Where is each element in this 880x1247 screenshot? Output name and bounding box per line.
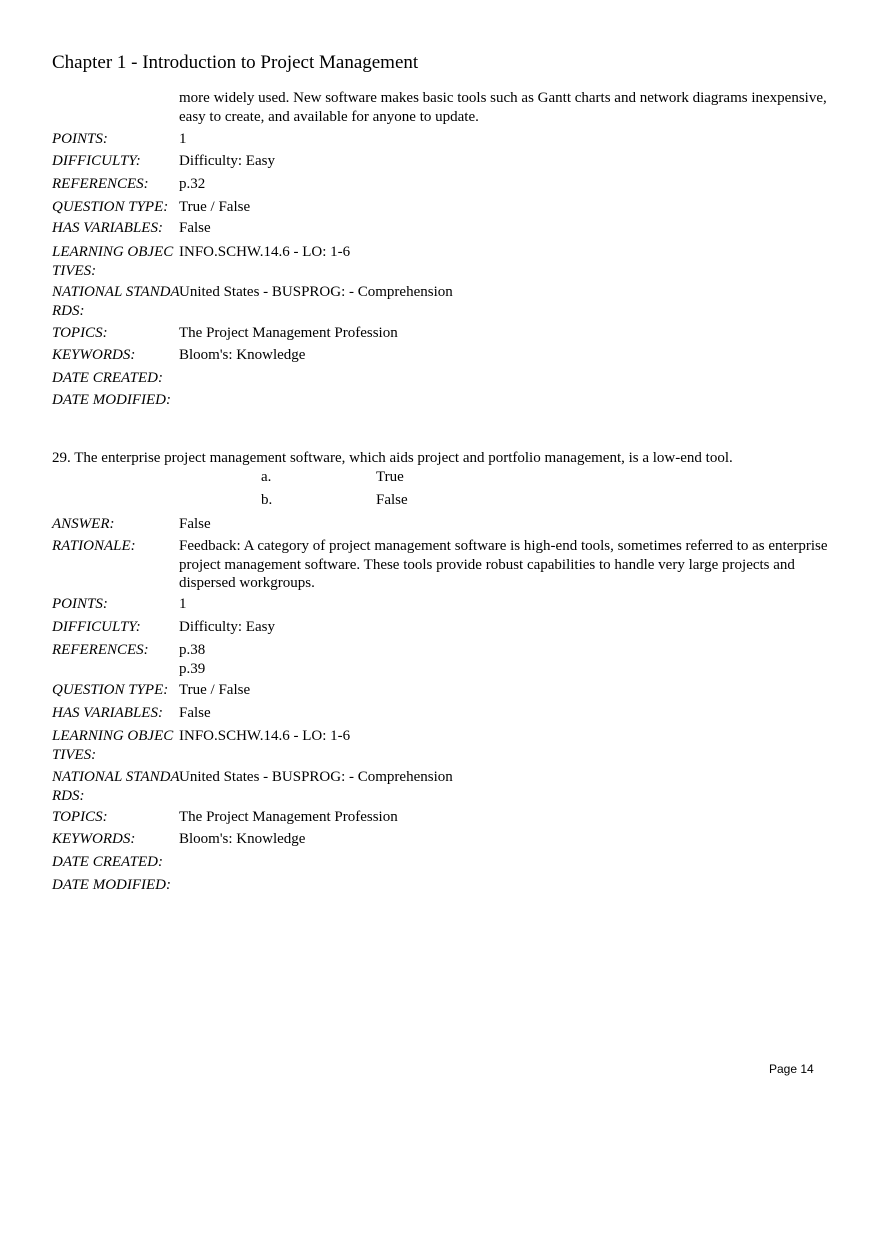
- field-label: LEARNING OBJECTIVES:: [52, 728, 174, 763]
- field-value: False: [179, 516, 211, 532]
- field-label: HAS VARIABLES:: [52, 705, 163, 721]
- field-label: NATIONAL STANDARDS:: [52, 769, 180, 804]
- field-value: True / False: [179, 682, 251, 698]
- field-value: INFO.SCHW.14.6 - LO: 1-6: [179, 728, 351, 744]
- field-label: HAS VARIABLES:: [52, 220, 163, 236]
- field-label: DATE CREATED:: [52, 370, 163, 386]
- field-value: Difficulty: Easy: [179, 619, 275, 635]
- rationale-continued: more widely used. New software makes basic tools such as Gantt charts and network diagrams inexpensive, easy to create, and available for anyone to update.: [179, 90, 827, 125]
- field-label: DATE MODIFIED:: [52, 877, 171, 893]
- field-value: The Project Management Profession: [179, 325, 398, 341]
- field-label: DIFFICULTY:: [52, 153, 141, 169]
- choice-letter-b: b.: [261, 492, 273, 508]
- field-label: DATE MODIFIED:: [52, 392, 171, 408]
- choice-letter-a: a.: [261, 469, 272, 485]
- question-text: 29. The enterprise project management software, which aids project and portfolio management, is a low-end tool.: [52, 450, 733, 466]
- field-value: United States - BUSPROG: - Comprehension: [179, 769, 453, 785]
- field-value: Bloom's: Knowledge: [179, 831, 306, 847]
- field-label: TOPICS:: [52, 325, 108, 341]
- field-label: POINTS:: [52, 596, 108, 612]
- field-label: ANSWER:: [52, 516, 115, 532]
- choice-text-b: False: [376, 492, 408, 508]
- page-number: Page 14: [769, 1062, 814, 1076]
- field-value: The Project Management Profession: [179, 809, 398, 825]
- field-value: Bloom's: Knowledge: [179, 347, 306, 363]
- field-label: POINTS:: [52, 131, 108, 147]
- field-value: False: [179, 220, 211, 236]
- field-label: DATE CREATED:: [52, 854, 163, 870]
- field-label: REFERENCES:: [52, 176, 149, 192]
- field-label: REFERENCES:: [52, 642, 149, 658]
- field-label: KEYWORDS:: [52, 347, 136, 363]
- field-label: DIFFICULTY:: [52, 619, 141, 635]
- field-label: RATIONALE:: [52, 538, 136, 554]
- field-label: NATIONAL STANDARDS:: [52, 284, 180, 319]
- field-value: INFO.SCHW.14.6 - LO: 1-6: [179, 244, 351, 260]
- field-value: 1: [179, 131, 187, 147]
- field-value: United States - BUSPROG: - Comprehension: [179, 284, 453, 300]
- field-value: Feedback: A category of project management software is high-end tools, sometimes referred to as enterprise project management software. These tools provide robust capabilities to handle very large projects and dispersed workgroups.: [179, 538, 828, 591]
- field-label: KEYWORDS:: [52, 831, 136, 847]
- field-label: LEARNING OBJECTIVES:: [52, 244, 174, 279]
- field-value: p.38 p.39: [179, 642, 206, 677]
- field-value: Difficulty: Easy: [179, 153, 275, 169]
- field-label: TOPICS:: [52, 809, 108, 825]
- field-value: p.32: [179, 176, 206, 192]
- field-label: QUESTION TYPE:: [52, 682, 169, 698]
- page-title: Chapter 1 - Introduction to Project Management: [52, 52, 419, 73]
- field-value: False: [179, 705, 211, 721]
- choice-text-a: True: [376, 469, 404, 485]
- field-label: QUESTION TYPE:: [52, 199, 169, 215]
- field-value: True / False: [179, 199, 251, 215]
- field-value: 1: [179, 596, 187, 612]
